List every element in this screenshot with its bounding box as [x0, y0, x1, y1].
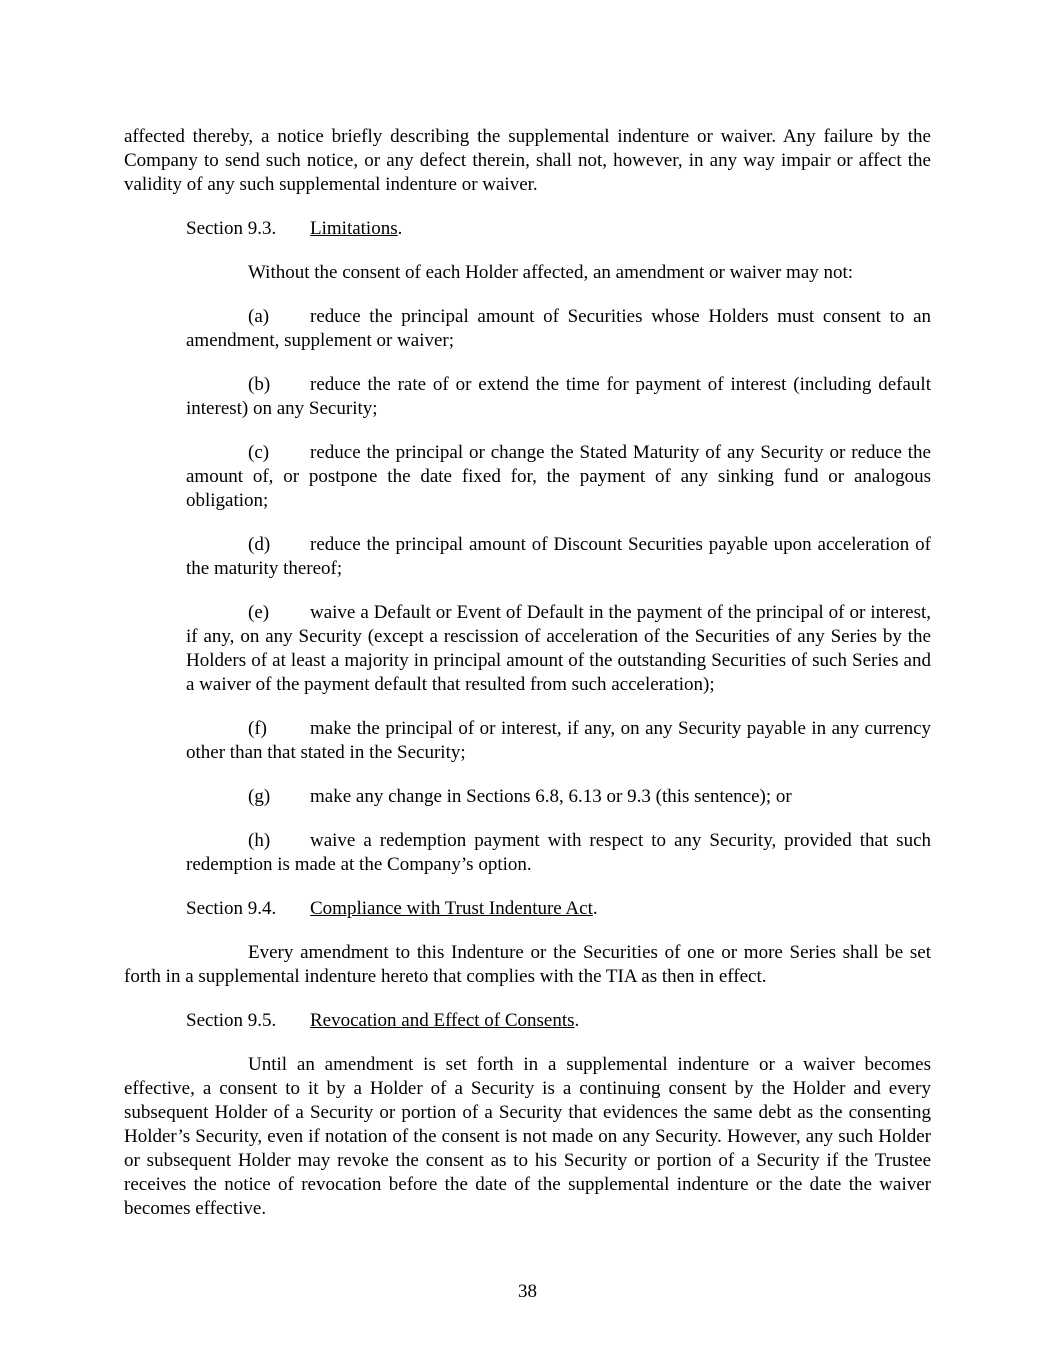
list-item-f — [186, 717, 931, 765]
item-text: waive a redemption payment with respect to any Security, provided that such redemption is made at the Company’s option. — [186, 830, 931, 875]
section-title: Compliance with Trust Indenture Act — [310, 898, 593, 919]
document-page — [124, 125, 931, 1221]
item-label: (d) — [248, 534, 271, 555]
section-number: Section 9.5. — [186, 1010, 277, 1031]
item-label: (b) — [248, 374, 271, 395]
item-text: reduce the rate of or extend the time for payment of interest (including default interest) on any Security; — [186, 374, 931, 419]
intro-paragraph: affected thereby, a notice briefly describing the supplemental indenture or waiver. Any failure by the Company to send such notice, or any defect therein, shall not, however, in any way impair or affect the validity of any such supplemental indenture or waiver. — [124, 126, 931, 195]
item-label: (g) — [248, 786, 271, 807]
section-number: Section 9.4. — [186, 898, 277, 919]
list-item-e — [186, 601, 931, 697]
list-item-d — [186, 533, 931, 581]
section-9-4-body: Every amendment to this Indenture or the Securities of one or more Series shall be set forth in a supplemental indenture hereto that complies with the TIA as then in effect. — [124, 942, 931, 987]
section-9-3-lead: Without the consent of each Holder affected, an amendment or waiver may not: — [248, 262, 854, 283]
item-text: reduce the principal or change the Stated Maturity of any Security or reduce the amount of, or postpone the date fixed for, the payment of any sinking fund or analogous obligation; — [186, 442, 931, 511]
section-9-5-body: Until an amendment is set forth in a supplemental indenture or a waiver becomes effective, a consent to it by a Holder of a Security is a continuing consent by the Holder and every subsequent Holder of a Security or portion of a Security that evidences the same debt as the consenting Holder’s Security, even if notation of the consent is not made on any Security. However, any such Holder or subsequent Holder may revoke the consent as to his Security or portion of a Security if the Trustee receives the notice of revocation before the date of the supplemental indenture or the date the waiver becomes effective. — [124, 1054, 931, 1219]
section-title: Limitations — [310, 218, 398, 239]
item-label: (a) — [248, 306, 270, 327]
list-item-h — [186, 829, 931, 877]
list-item-g — [186, 785, 931, 809]
item-label: (h) — [248, 830, 271, 851]
section-9-4-heading: Section 9.4. Compliance with Trust Indenture Act. — [186, 898, 598, 919]
list-item-c — [186, 441, 931, 513]
section-title: Revocation and Effect of Consents — [310, 1010, 575, 1031]
item-text: reduce the principal amount of Securities whose Holders must consent to an amendment, supplement or waiver; — [186, 306, 931, 351]
item-label: (e) — [248, 602, 270, 623]
page-number: 38 — [518, 1281, 537, 1302]
item-label: (c) — [248, 442, 270, 463]
item-text: make any change in Sections 6.8, 6.13 or 9.3 (this sentence); or — [310, 786, 792, 807]
section-number: Section 9.3. — [186, 218, 277, 239]
section-9-5-heading: Section 9.5. Revocation and Effect of Consents. — [186, 1010, 580, 1031]
item-text: waive a Default or Event of Default in the payment of the principal of or interest, if any, on any Security (except a rescission of acceleration of the Securities of any Series by the Holders of at least a majority in principal amount of the outstanding Securities of such Series and a waiver of the payment default that resulted from such acceleration); — [186, 602, 931, 695]
item-label: (f) — [248, 718, 267, 739]
section-9-3-heading: Section 9.3. Limitations. — [186, 218, 403, 239]
list-item-b — [186, 373, 931, 421]
item-text: make the principal of or interest, if any, on any Security payable in any currency other than that stated in the Security; — [186, 718, 931, 763]
item-text: reduce the principal amount of Discount Securities payable upon acceleration of the maturity thereof; — [186, 534, 931, 579]
list-item-a — [186, 305, 931, 353]
